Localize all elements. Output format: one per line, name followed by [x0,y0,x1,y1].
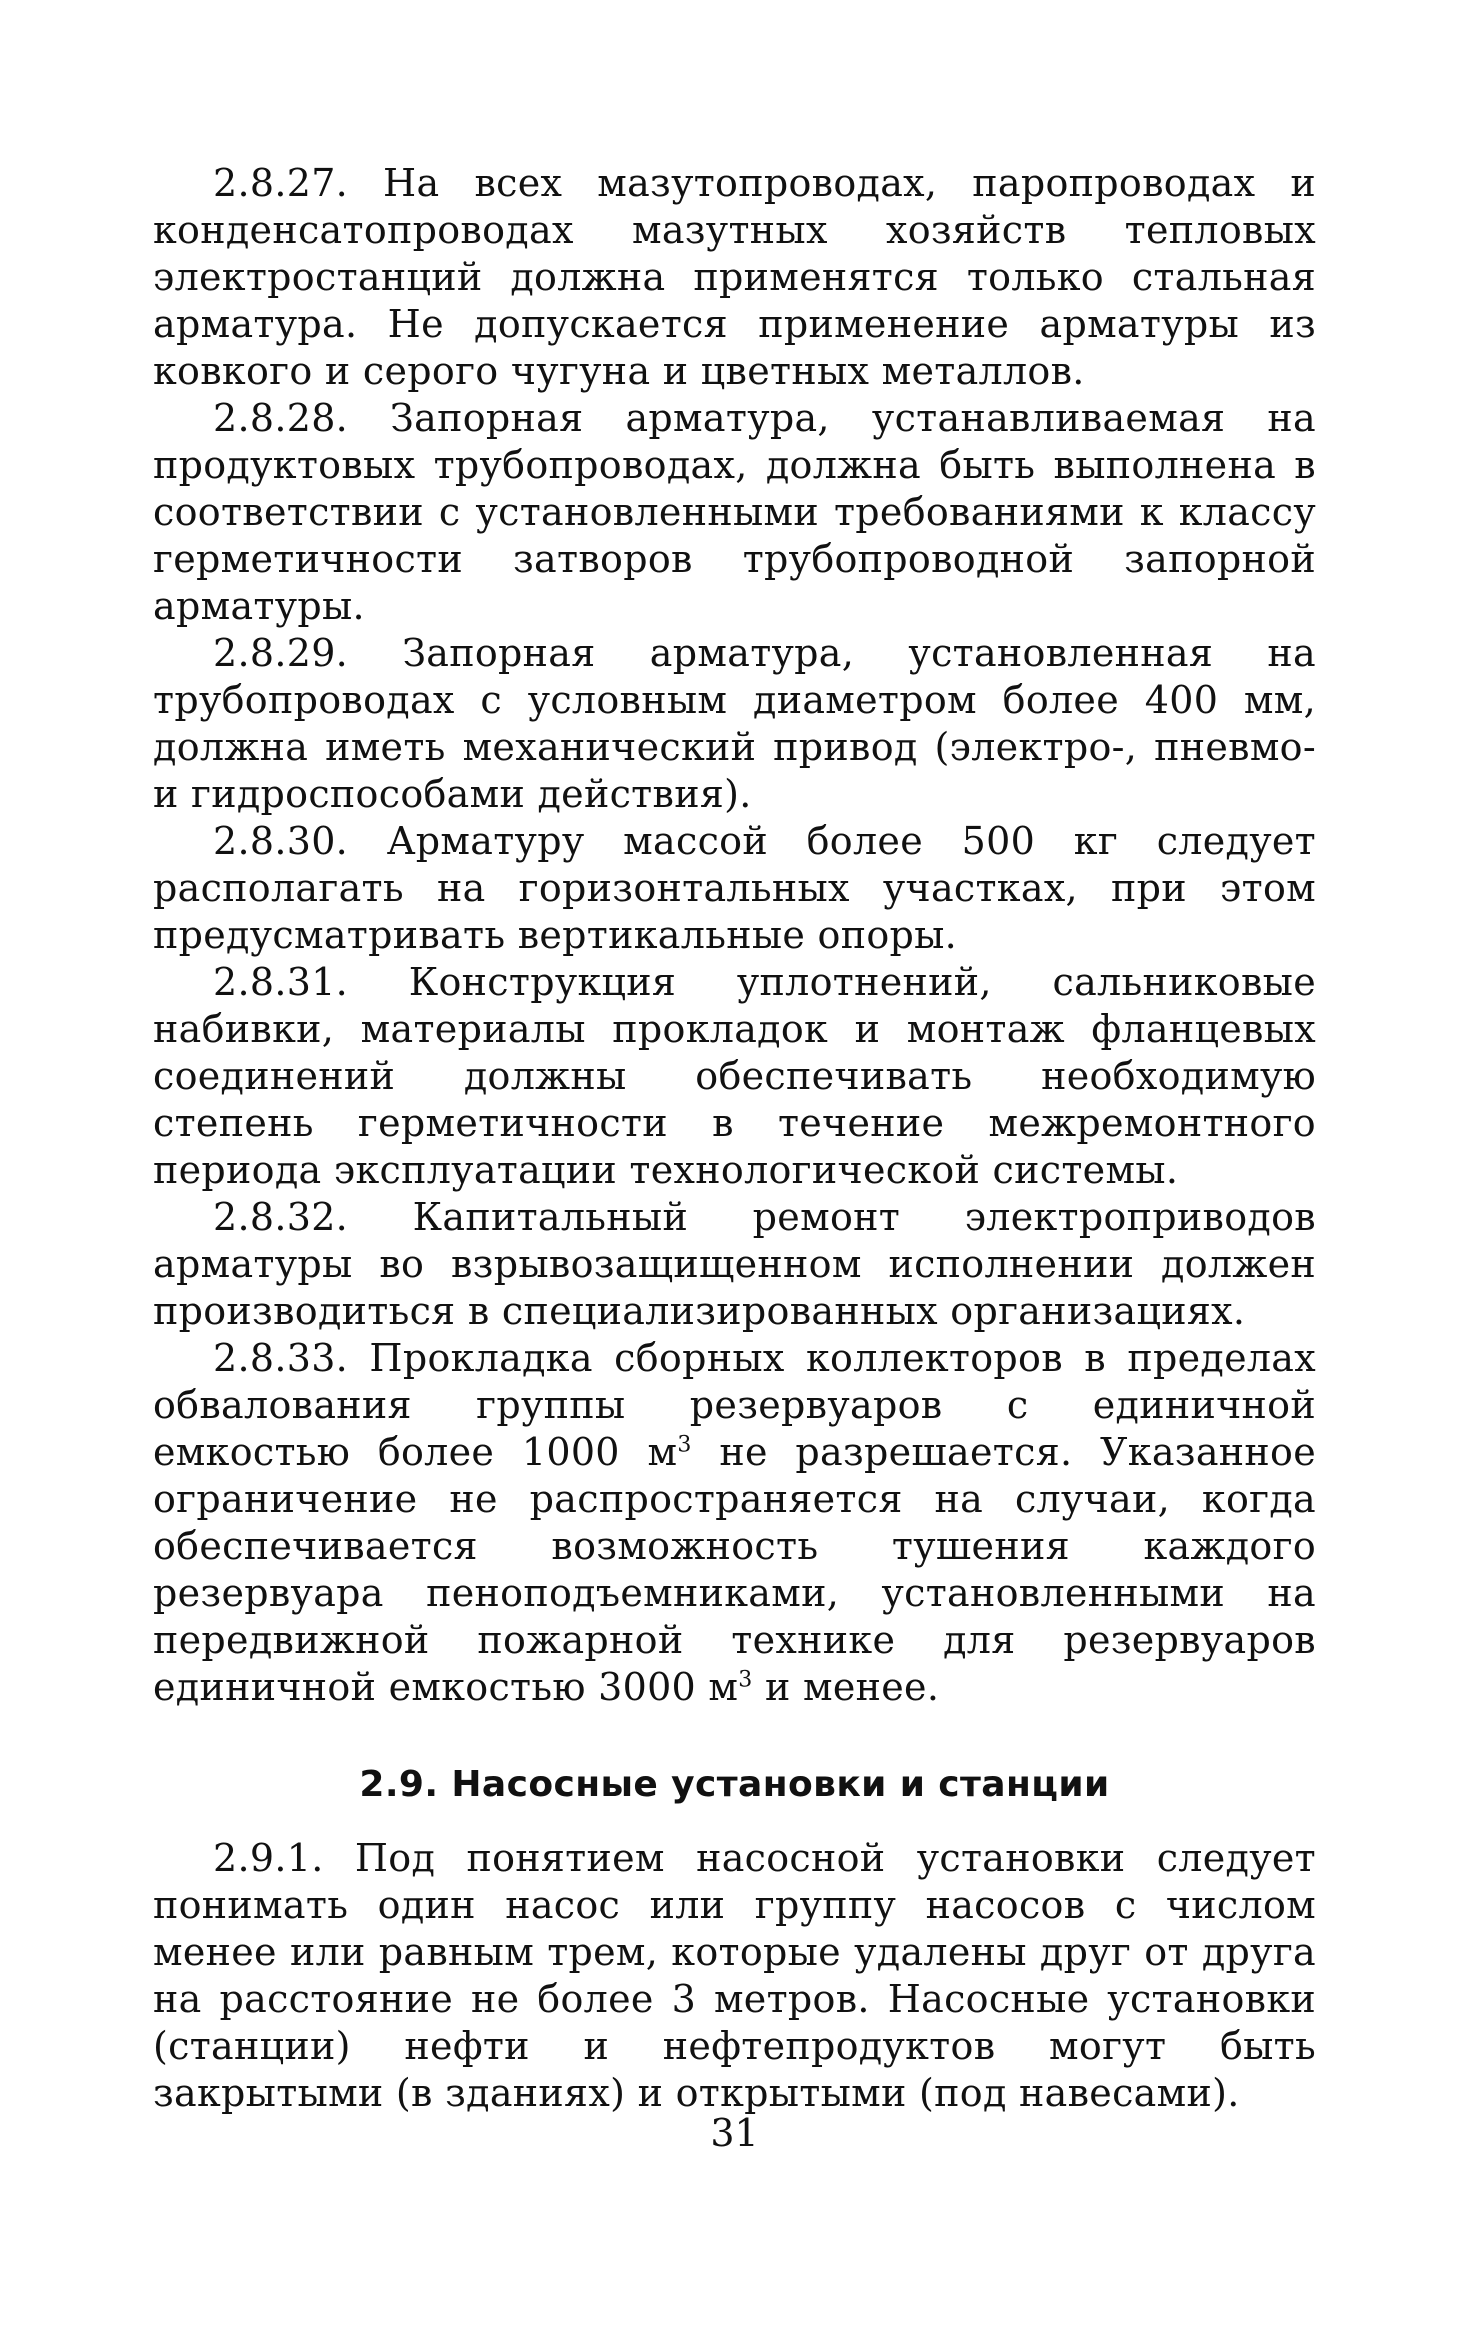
paragraph-2-8-33-part1: 2.8.33. Прокладка сборных коллекторов в пределах обвалования группы резервуаров с единичной емкостью более 1000 м [153,1336,1316,1474]
page-number: 31 [710,2111,759,2155]
paragraph-2-8-31: 2.8.31. Конструкция уплотнений, сальниковые набивки, материалы прокладок и монтаж фланцевых соединений должны обеспечивать необходимую степень герметичности в течение межремонтного периода эксплуатации технологической системы. [153,960,1316,1192]
paragraph-2-8-29: 2.8.29. Запорная арматура, установленная на трубопроводах с условным диаметром более 400 мм, должна иметь механический привод (электро-, пневмо- и гидроспособами действия). [153,631,1316,816]
paragraph-2-8-33-part2: не разрешается. Указанное ограничение не распространяется на случаи, когда обеспечивается возможность тушения каждого резервуара пеноподъемниками, установленными на передвижной пожарной технике для резервуаров единичной емкостью 3000 м [153,1430,1316,1709]
paragraph-2-8-30: 2.8.30. Арматуру массой более 500 кг следует располагать на горизонтальных участках, при этом предусматривать вертикальные опоры. [153,819,1316,957]
paragraph-2-9-1: 2.9.1. Под понятием насосной установки следует понимать один насос или группу насосов с числом менее или равным трем, которые удалены друг от друга на расстояние не более 3 метров. Насосные установки (станции) нефти и нефтепродуктов могут быть закрытыми (в зданиях) и открытыми (под навесами). [153,1836,1316,2115]
paragraph-2-8-33 [153,1335,1316,1711]
paragraph-2-8-28: 2.8.28. Запорная арматура, устанавливаемая на продуктовых трубопроводах, должна быть выполнена в соответствии с установленными требованиями к классу герметичности затворов трубопроводной запорной арматуры. [153,396,1316,628]
paragraph-2-8-33-part3: и менее. [752,1665,940,1709]
section-heading: 2.9. Насосные установки и станции [359,1764,1110,1805]
page-body [153,160,1316,2117]
superscript-3: 3 [677,1432,692,1458]
paragraph-2-8-27: 2.8.27. На всех мазутопроводах, паропроводах и конденсатопроводах мазутных хозяйств тепловых электростанций должна применятся только стальная арматура. Не допускается применение арматуры из ковкого и серого чугуна и цветных металлов. [153,161,1316,393]
superscript-3: 3 [738,1667,753,1693]
paragraph-2-8-32: 2.8.32. Капитальный ремонт электроприводов арматуры во взрывозащищенном исполнении должен производиться в специализированных организациях. [153,1195,1316,1333]
